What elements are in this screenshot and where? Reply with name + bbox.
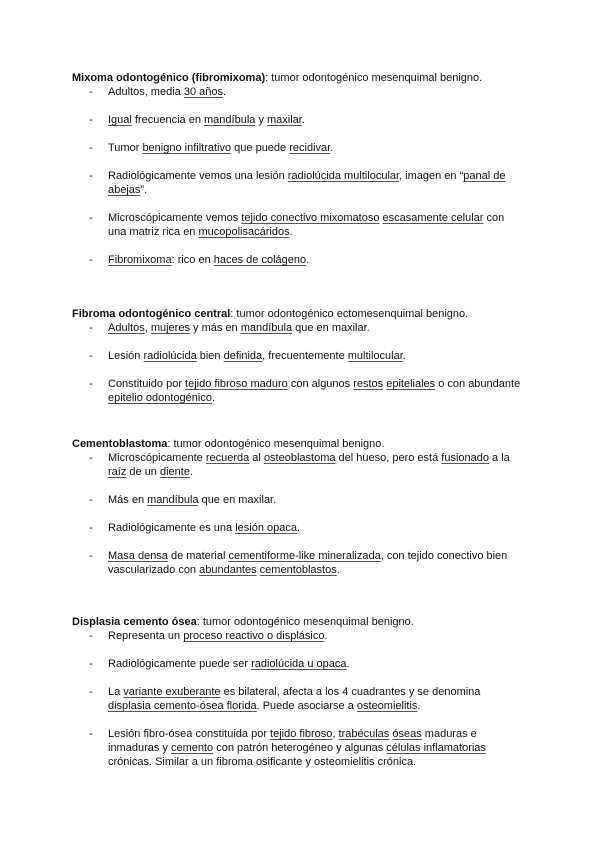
underlined-term: multilocular bbox=[347, 350, 403, 362]
item-text: , con tejido conectivo bien vascularizado con bbox=[108, 550, 508, 576]
section-cementoblastoma bbox=[72, 437, 522, 591]
list-item bbox=[72, 113, 522, 127]
item-text: . bbox=[211, 392, 216, 404]
underlined-term: mucopolisacáridos bbox=[198, 226, 290, 238]
underlined-term: tejido conectivo mixomatoso bbox=[241, 212, 380, 224]
underlined-term: células inflamatorias bbox=[386, 742, 486, 754]
list-item bbox=[72, 377, 522, 405]
section-heading bbox=[72, 615, 522, 629]
item-text: que puede bbox=[231, 142, 290, 154]
item-text: La bbox=[108, 686, 124, 698]
underlined-term: tejido fibroso bbox=[270, 728, 333, 740]
underlined-term: panal de abejas bbox=[108, 170, 506, 196]
list-item bbox=[72, 349, 522, 363]
bullet-list bbox=[72, 85, 522, 267]
list-item bbox=[72, 493, 522, 507]
section-heading bbox=[72, 437, 522, 451]
underlined-term: variante exuberante bbox=[123, 686, 221, 698]
item-text: que en maxilar. bbox=[198, 494, 277, 506]
item-text: y bbox=[255, 114, 268, 126]
item-text: . Puede asociarse a bbox=[256, 700, 357, 712]
underlined-term: raíz bbox=[108, 466, 127, 478]
item-text: Constituido por bbox=[108, 378, 186, 390]
section-mixoma bbox=[72, 71, 522, 281]
list-item bbox=[72, 211, 522, 239]
underlined-term: proceso reactivo o displásico bbox=[183, 630, 325, 642]
item-text: Radiológicamente es una bbox=[108, 522, 236, 534]
underlined-term: diente bbox=[159, 466, 190, 478]
section-displasia bbox=[72, 615, 522, 783]
underlined-term: Igual bbox=[108, 114, 132, 126]
item-text: Más en bbox=[108, 494, 148, 506]
item-text: Microscópicamente bbox=[108, 452, 206, 464]
item-text: . bbox=[301, 114, 305, 126]
item-text: . bbox=[330, 142, 334, 154]
underlined-term: Fibromixoma bbox=[108, 254, 172, 266]
underlined-term: abundantes bbox=[199, 564, 257, 576]
item-text: con patrón heterogéneo y algunas bbox=[213, 742, 387, 754]
list-item bbox=[72, 521, 522, 535]
item-text: Radiológicamente puede ser bbox=[108, 658, 252, 670]
list-item bbox=[72, 657, 522, 671]
underlined-term: mandíbula bbox=[240, 322, 293, 334]
item-text: . bbox=[222, 86, 227, 98]
item-text: , bbox=[332, 728, 339, 740]
underlined-term: recuerda bbox=[205, 452, 250, 464]
underlined-term: Masa densa bbox=[108, 550, 168, 562]
item-text: . bbox=[336, 564, 340, 576]
item-text: . bbox=[296, 522, 301, 534]
underlined-term: mandíbula bbox=[147, 494, 199, 506]
item-text: , imagen en “ bbox=[399, 170, 464, 182]
bullet-list bbox=[72, 451, 522, 577]
section-fibroma bbox=[72, 307, 522, 419]
item-text: es bilateral, afecta a los 4 cuadrantes y se denomina bbox=[220, 686, 481, 698]
item-text: frecuencia en bbox=[131, 114, 205, 126]
underlined-term: Adultos bbox=[108, 322, 145, 334]
list-item bbox=[72, 685, 522, 713]
underlined-term: mandíbula bbox=[204, 114, 256, 126]
item-text: Radiológicamente vemos una lesión bbox=[108, 170, 288, 182]
section-title: Fibroma odontogénico central bbox=[72, 308, 231, 320]
section-subtitle: : tumor odontogénico ectomesenquimal benigno. bbox=[230, 308, 469, 320]
item-text: de un bbox=[126, 466, 160, 478]
underlined-term: displasia cemento-ósea florida bbox=[108, 700, 257, 712]
item-text: al bbox=[249, 452, 264, 464]
underlined-term: radiolúcida multilocular bbox=[287, 170, 400, 182]
item-text: Microscópicamente vemos bbox=[108, 212, 242, 224]
underlined-term: cemento bbox=[170, 742, 214, 754]
list-item bbox=[72, 321, 522, 335]
underlined-term: cementiforme-like mineralizada bbox=[228, 550, 381, 562]
underlined-term: lesión opaca bbox=[235, 522, 297, 534]
underlined-term: escasamente celular bbox=[382, 212, 484, 224]
underlined-term: 30 años bbox=[183, 86, 223, 98]
section-title: Displasia cemento ósea bbox=[72, 616, 197, 628]
underlined-term: trabéculas bbox=[338, 728, 390, 740]
item-text: . bbox=[289, 226, 293, 238]
underlined-term: cementoblastos bbox=[259, 564, 337, 576]
section-subtitle: : tumor odontogénico mesenquimal benigno. bbox=[167, 438, 385, 450]
item-text: maduras e inmaduras y bbox=[108, 728, 477, 754]
underlined-term: haces de colágeno bbox=[213, 254, 307, 266]
underlined-term: radiolúcida u opaca bbox=[251, 658, 347, 670]
item-text: a la bbox=[489, 452, 510, 464]
section-subtitle: : tumor odontogénico mesenquimal benigno. bbox=[196, 616, 414, 628]
item-text: que en maxilar. bbox=[292, 322, 370, 334]
list-item bbox=[72, 253, 522, 267]
underlined-term: recidivar bbox=[289, 142, 331, 154]
bullet-list bbox=[72, 321, 522, 405]
item-text: : rico en bbox=[171, 254, 214, 266]
list-item bbox=[72, 629, 522, 643]
underlined-term: fusionado bbox=[441, 452, 489, 464]
underlined-term: maxilar bbox=[267, 114, 302, 126]
item-text: o con abundante bbox=[435, 378, 521, 390]
underlined-term: benigno infiltrativo bbox=[142, 142, 232, 154]
list-item bbox=[72, 451, 522, 479]
underlined-term: osteoblastoma bbox=[263, 452, 336, 464]
underlined-term: osteomielitis bbox=[356, 700, 418, 712]
item-text: . bbox=[306, 254, 310, 266]
item-text: . bbox=[346, 658, 350, 670]
item-text: del hueso, pero está bbox=[335, 452, 442, 464]
section-heading bbox=[72, 71, 522, 85]
list-item bbox=[72, 549, 522, 577]
underlined-term: tejido fibroso maduro bbox=[185, 378, 288, 390]
item-text: . bbox=[417, 700, 421, 712]
item-text: Lesión bbox=[108, 350, 144, 362]
item-text: Lesión fibro-ósea constituida por bbox=[108, 728, 271, 740]
item-text: con una matriz rica en bbox=[108, 212, 505, 238]
section-title: Cementoblastoma bbox=[72, 438, 168, 450]
list-item bbox=[72, 85, 522, 99]
section-subtitle: : tumor odontogénico mesenquimal benigno. bbox=[265, 72, 483, 84]
underlined-term: mujeres bbox=[150, 322, 190, 334]
item-text: con algunos bbox=[287, 378, 354, 390]
underlined-term: definida bbox=[223, 350, 263, 362]
item-text: . bbox=[324, 630, 328, 642]
underlined-term: epitelio odontogénico bbox=[108, 392, 212, 404]
item-text: , bbox=[144, 322, 151, 334]
section-title: Mixoma odontogénico (fibromixoma) bbox=[72, 72, 266, 84]
item-text: y más en bbox=[189, 322, 241, 334]
underlined-term: restos bbox=[353, 378, 384, 390]
underlined-term: óseas bbox=[392, 728, 422, 740]
underlined-term: radiolúcida bbox=[143, 350, 197, 362]
list-item bbox=[72, 141, 522, 155]
section-heading bbox=[72, 307, 522, 321]
item-text: . bbox=[402, 350, 406, 362]
list-item bbox=[72, 727, 522, 769]
item-text: de material bbox=[167, 550, 229, 562]
item-text: bien bbox=[196, 350, 224, 362]
item-text: Adultos, media bbox=[108, 86, 184, 98]
item-text: , frecuentemente bbox=[262, 350, 348, 362]
item-text: Tumor bbox=[108, 142, 143, 154]
bullet-list bbox=[72, 629, 522, 769]
item-text: crónicas. Similar a un fibroma osificante y osteomielitis crónica. bbox=[108, 756, 417, 768]
underlined-term: epiteliales bbox=[386, 378, 436, 390]
item-text: Representa un bbox=[108, 630, 184, 642]
item-text: ”. bbox=[140, 184, 148, 196]
item-text: . bbox=[189, 466, 194, 478]
list-item bbox=[72, 169, 522, 197]
